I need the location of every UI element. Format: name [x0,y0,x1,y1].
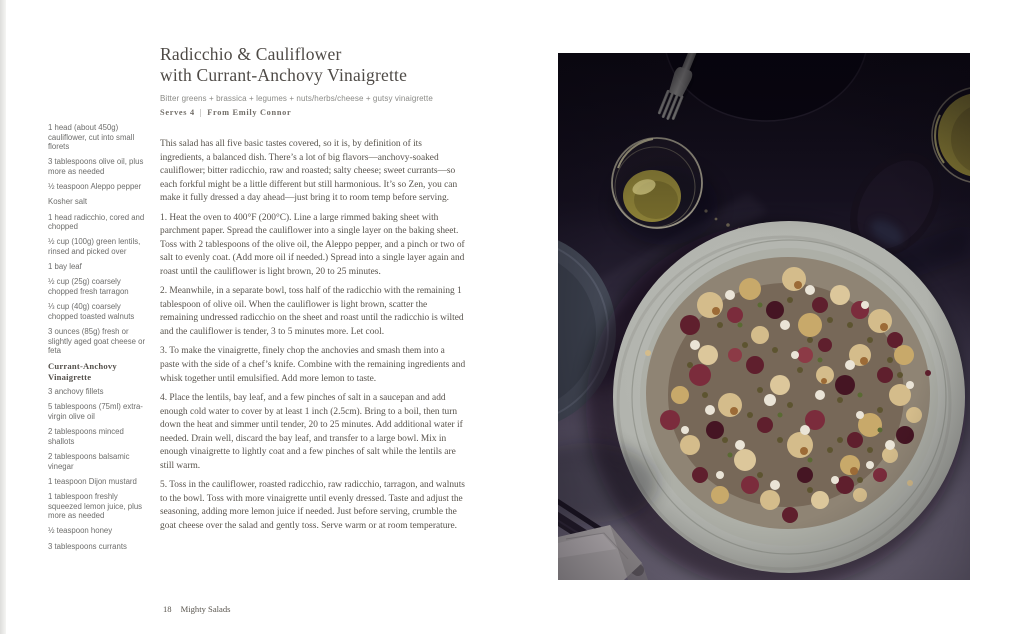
ingredient-item: 3 ounces (85g) fresh or slightly aged goat cheese or feta [48,327,146,356]
recipe-title-line2: with Currant-Anchovy Vinaigrette [160,65,408,85]
ingredient-item: 1 tablespoon freshly squeezed lemon juice, plus more as needed [48,492,143,521]
ingredient-item: 1 bay leaf [48,262,82,272]
recipe-title [160,44,466,86]
ingredient-item: 5 tablespoons (75ml) extra-virgin olive oil [48,402,143,422]
ingredient-item: ½ cup (100g) green lentils, rinsed and picked over [48,237,141,257]
ingredient-item: 3 tablespoons olive oil, plus more as needed [48,157,144,177]
ingredient-item: 1 head (about 450g) cauliflower, cut into small florets [48,123,135,152]
ingredient-item: 2 tablespoons minced shallots [48,427,124,446]
ingredient-item: 1 head radicchio, cored and chopped [48,212,145,232]
ingredient-item: Kosher salt [48,197,88,207]
ingredient-item: 3 tablespoons currants [48,541,127,551]
recipe-column [160,44,466,539]
salad-photo-illustration [558,53,970,580]
ingredient-item: 1 teaspoon Dijon mustard [48,476,137,486]
instruction-step: 1. Heat the oven to 400°F (200°C). Line a large rimmed baking sheet with parchment paper. Spread the cauliflower into a single layer on the baking sheet. Toss with 2 tablespoons of the olive oil, the Aleppo pepper, and a pinch or two of salt to evenly coat. (Add more oil if needed.) Spread into a single layer again and roast until the cauliflower is light brown, 20 to 25 minutes. [160,212,465,277]
ingredient-item: ⅓ cup (40g) coarsely chopped toasted walnuts [48,302,135,321]
sub-recipe-title: Currant-Anchovy Vinaigrette [48,361,117,382]
book-title: Mighty Salads [180,604,231,614]
serves-count: Serves 4 [160,108,195,117]
instruction-step: 5. Toss in the cauliflower, roasted radicchio, raw radicchio, tarragon, and walnuts to the bowl. Toss with more vinaigrette until evenly dressed. Taste and adjust the seasoning, adding more lemon juice if needed. Just before serving, crumble the goat cheese over the salad and gently toss. Serve warm or at room temperature. [160,480,465,531]
page-footer [163,604,231,614]
ingredient-item: 3 anchovy fillets [48,387,104,397]
serves-line [160,108,466,117]
recipe-body [160,138,466,533]
salad-photo [558,53,970,580]
instruction-step: 4. Place the lentils, bay leaf, and a few pinches of salt in a saucepan and add enough cold water to cover by at least 1 inch (2.5cm). Bring to a boil, then turn down the heat and simmer until tender, 20 to 25 minutes. Add additional water if needed. Drain well, discard the bay leaf, and transfer to a large bowl. Mix in enough vinaigrette to lightly coat and a few pinches of salt while the lentils are still warm. [160,393,463,471]
intro-paragraph: This salad has all five basic tastes covered, so it is, by definition of its ingredients, a balanced dish. There’s a lot of big flavors—anchovy-soaked cauliflower; bitter radicchio, raw and roasted; salty cheese; sweet currants—so each forkful might be a little different but still harmonious. It’s so Zen, you can make it fully dressed a day ahead—just bring it to room temp before serving. [160,139,458,204]
ingredient-item: ½ cup (25g) coarsely chopped fresh tarragon [48,277,129,297]
photo-lighting [558,53,970,580]
ingredient-item: ½ teaspoon honey [48,526,113,536]
serves-separator: | [199,108,203,117]
ingredients-list [48,123,148,557]
ingredient-item: 2 tablespoons balsamic vinegar [48,452,130,471]
instruction-step: 3. To make the vinaigrette, finely chop the anchovies and smash them into a paste with the side of a chef’s knife. Combine with the remaining ingredients and whisk together until emulsified. Add more lemon to taste. [160,346,466,384]
instruction-step: 2. Meanwhile, in a separate bowl, toss half of the radicchio with the remaining 1 tablespoon of olive oil. When the cauliflower is light brown, scatter the remaining undressed radicchio on the sheet and roast until the radicchio is wilted and the cauliflower is tender, 3 to 5 minutes more. Let cool. [160,286,464,337]
ingredient-item: ½ teaspoon Aleppo pepper [48,182,142,192]
page-number: 18 [163,604,172,614]
attribution: From Emily Connor [207,108,292,117]
recipe-title-line1: Radicchio & Cauliflower [160,44,342,64]
page-edge [0,0,6,634]
recipe-tags: Bitter greens + brassica + legumes + nuts/herbs/cheese + gutsy vinaigrette [160,94,433,103]
